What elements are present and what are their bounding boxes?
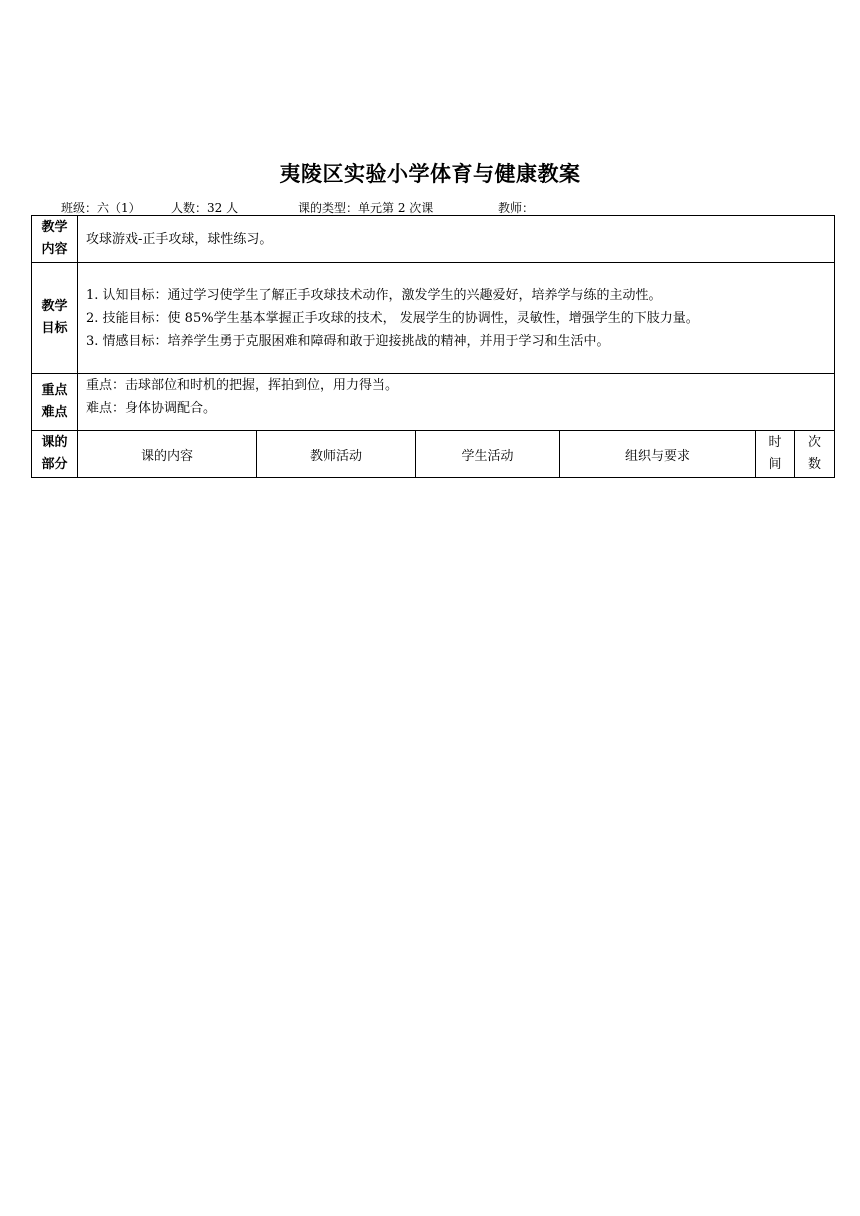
part-label: 课的 部分 bbox=[32, 431, 78, 478]
goals-text bbox=[78, 263, 835, 374]
goals-row bbox=[32, 263, 835, 374]
keypoints-label: 重点 难点 bbox=[32, 374, 78, 431]
page-title: 夷陵区实验小学体育与健康教案 bbox=[279, 162, 581, 186]
col-times-header: 次 数 bbox=[795, 431, 835, 478]
goals-label: 教学 目标 bbox=[32, 263, 78, 374]
keypoints-text bbox=[78, 374, 835, 431]
content-label: 教学 内容 bbox=[32, 216, 78, 263]
col-student-header: 学生活动 bbox=[416, 431, 560, 478]
col-content-header: 课的内容 bbox=[78, 431, 257, 478]
col-teacher-header: 教师活动 bbox=[257, 431, 416, 478]
lesson-plan-table bbox=[31, 215, 835, 478]
student-count-field: 人数：32 人 bbox=[171, 201, 239, 215]
keypoints-row bbox=[32, 374, 835, 431]
lesson-type-field: 课的类型：单元第 2 次课 bbox=[298, 201, 434, 215]
teacher-field: 教师： bbox=[498, 201, 535, 215]
content-row bbox=[32, 216, 835, 263]
goal-item: 3. 情感目标：培养学生勇于克服困难和障碍和敢于迎接挑战的精神，并用于学习和生活中。 bbox=[86, 333, 610, 349]
col-org-header: 组织与要求 bbox=[560, 431, 756, 478]
goal-item: 2. 技能目标：使 85%学生基本掌握正手攻球的技术， 发展学生的协调性，灵敏性，增强学生的下肢力量。 bbox=[86, 310, 699, 326]
col-time-header: 时 间 bbox=[756, 431, 795, 478]
goal-item: 1. 认知目标：通过学习使学生了解正手攻球技术动作，激发学生的兴趣爱好，培养学与练的主动性。 bbox=[86, 287, 662, 303]
header-row bbox=[32, 431, 835, 478]
keypoint-item: 难点：身体协调配合。 bbox=[86, 401, 217, 416]
class-field: 班级：六（1） bbox=[61, 201, 141, 215]
content-text: 攻球游戏-正手攻球，球性练习。 bbox=[78, 216, 835, 263]
keypoint-item: 重点：击球部位和时机的把握，挥拍到位，用力得当。 bbox=[86, 378, 399, 393]
